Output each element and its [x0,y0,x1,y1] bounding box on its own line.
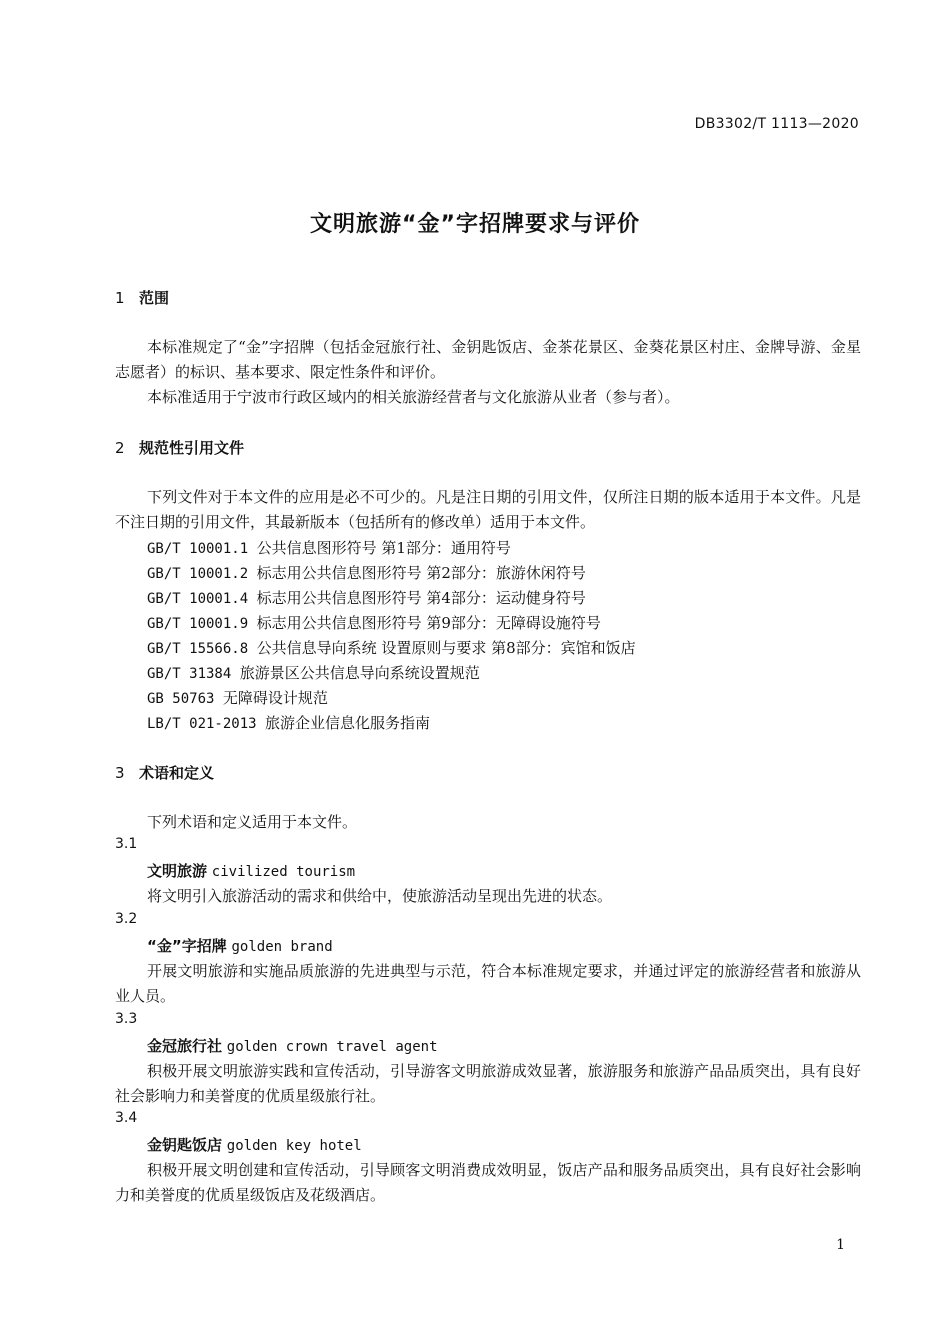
term-name [147,1134,362,1155]
standard-code: DB3302/T 1113—2020 [694,116,859,132]
reference-item [147,562,586,583]
reference-title: 无障碍设计规范 [222,689,328,707]
page-number: 1 [836,1237,845,1253]
term-number: 3.4 [115,1110,138,1126]
section-title: 范围 [139,289,170,307]
reference-item [147,587,586,608]
references-intro: 下列文件对于本文件的应用是必不可少的。凡是注日期的引用文件，仅所注日期的版本适用于本文件。凡是不注日期的引用文件，其最新版本（包括所有的修改单）适用于本文件。 [115,488,861,531]
reference-title: 公共信息导向系统 设置原则与要求 第8部分：宾馆和饭店 [256,639,636,657]
reference-code: GB/T 10001.4 [147,591,249,607]
term-definition: 开展文明旅游和实施品质旅游的先进典型与示范，符合本标准规定要求，并通过评定的旅游经营者和旅游从业人员。 [115,962,861,1005]
reference-item [147,687,328,708]
reference-item [147,662,480,683]
term-number: 3.1 [115,836,138,852]
section-heading-terms [115,762,214,783]
reference-title: 标志用公共信息图形符号 第9部分：无障碍设施符号 [256,614,601,632]
term-number: 3.2 [115,911,138,927]
reference-code: GB/T 10001.1 [147,541,249,557]
section-title: 规范性引用文件 [139,439,245,457]
reference-code: GB/T 10001.9 [147,616,249,632]
document-title: 文明旅游“金”字招牌要求与评价 [310,212,640,237]
term-definition: 积极开展文明旅游实践和宣传活动，引导游客文明旅游成效显著，旅游服务和旅游产品品质突出，具有良好社会影响力和美誉度的优质星级旅行社。 [115,1062,861,1105]
term-zh: “金”字招牌 [147,937,227,955]
term-name [147,860,355,881]
section-number: 1 [115,289,125,307]
section-heading-references [115,437,244,458]
term-definition: 将文明引入旅游活动的需求和供给中，使旅游活动呈现出先进的状态。 [147,887,613,905]
reference-code: GB/T 10001.2 [147,566,249,582]
term-zh: 文明旅游 [147,862,208,880]
reference-title: 旅游企业信息化服务指南 [265,714,431,732]
reference-title: 标志用公共信息图形符号 第4部分：运动健身符号 [256,589,586,607]
reference-code: LB/T 021-2013 [147,716,257,732]
term-en: golden brand [231,939,333,955]
term-name [147,935,333,956]
scope-paragraph-2: 本标准适用于宁波市行政区域内的相关旅游经营者与文化旅游从业者（参与者）。 [147,388,680,406]
term-en: golden key hotel [226,1138,362,1154]
reference-item [147,712,430,733]
reference-title: 旅游景区公共信息导向系统设置规范 [239,664,480,682]
term-definition: 积极开展文明创建和宣传活动，引导顾客文明消费成效明显，饭店产品和服务品质突出，具有良好社会影响力和美誉度的优质星级饭店及花级酒店。 [115,1161,861,1204]
scope-paragraph-1: 本标准规定了“金”字招牌（包括金冠旅行社、金钥匙饭店、金茶花景区、金葵花景区村庄、金牌导游、金星志愿者）的标识、基本要求、限定性条件和评价。 [115,338,861,381]
section-number: 2 [115,439,125,457]
reference-item [147,637,636,658]
section-heading-scope [115,287,169,308]
reference-title: 标志用公共信息图形符号 第2部分：旅游休闲符号 [256,564,586,582]
term-number: 3.3 [115,1011,138,1027]
reference-code: GB/T 31384 [147,666,232,682]
term-zh: 金钥匙饭店 [147,1136,223,1154]
reference-item [147,537,511,558]
term-en: golden crown travel agent [226,1039,438,1055]
section-number: 3 [115,764,125,782]
term-zh: 金冠旅行社 [147,1037,223,1055]
reference-code: GB 50763 [147,691,215,707]
terms-intro: 下列术语和定义适用于本文件。 [147,813,358,831]
reference-code: GB/T 15566.8 [147,641,249,657]
term-en: civilized tourism [211,864,356,880]
term-name [147,1035,438,1056]
section-title: 术语和定义 [139,764,215,782]
reference-item [147,612,601,633]
reference-title: 公共信息图形符号 第1部分：通用符号 [256,539,511,557]
